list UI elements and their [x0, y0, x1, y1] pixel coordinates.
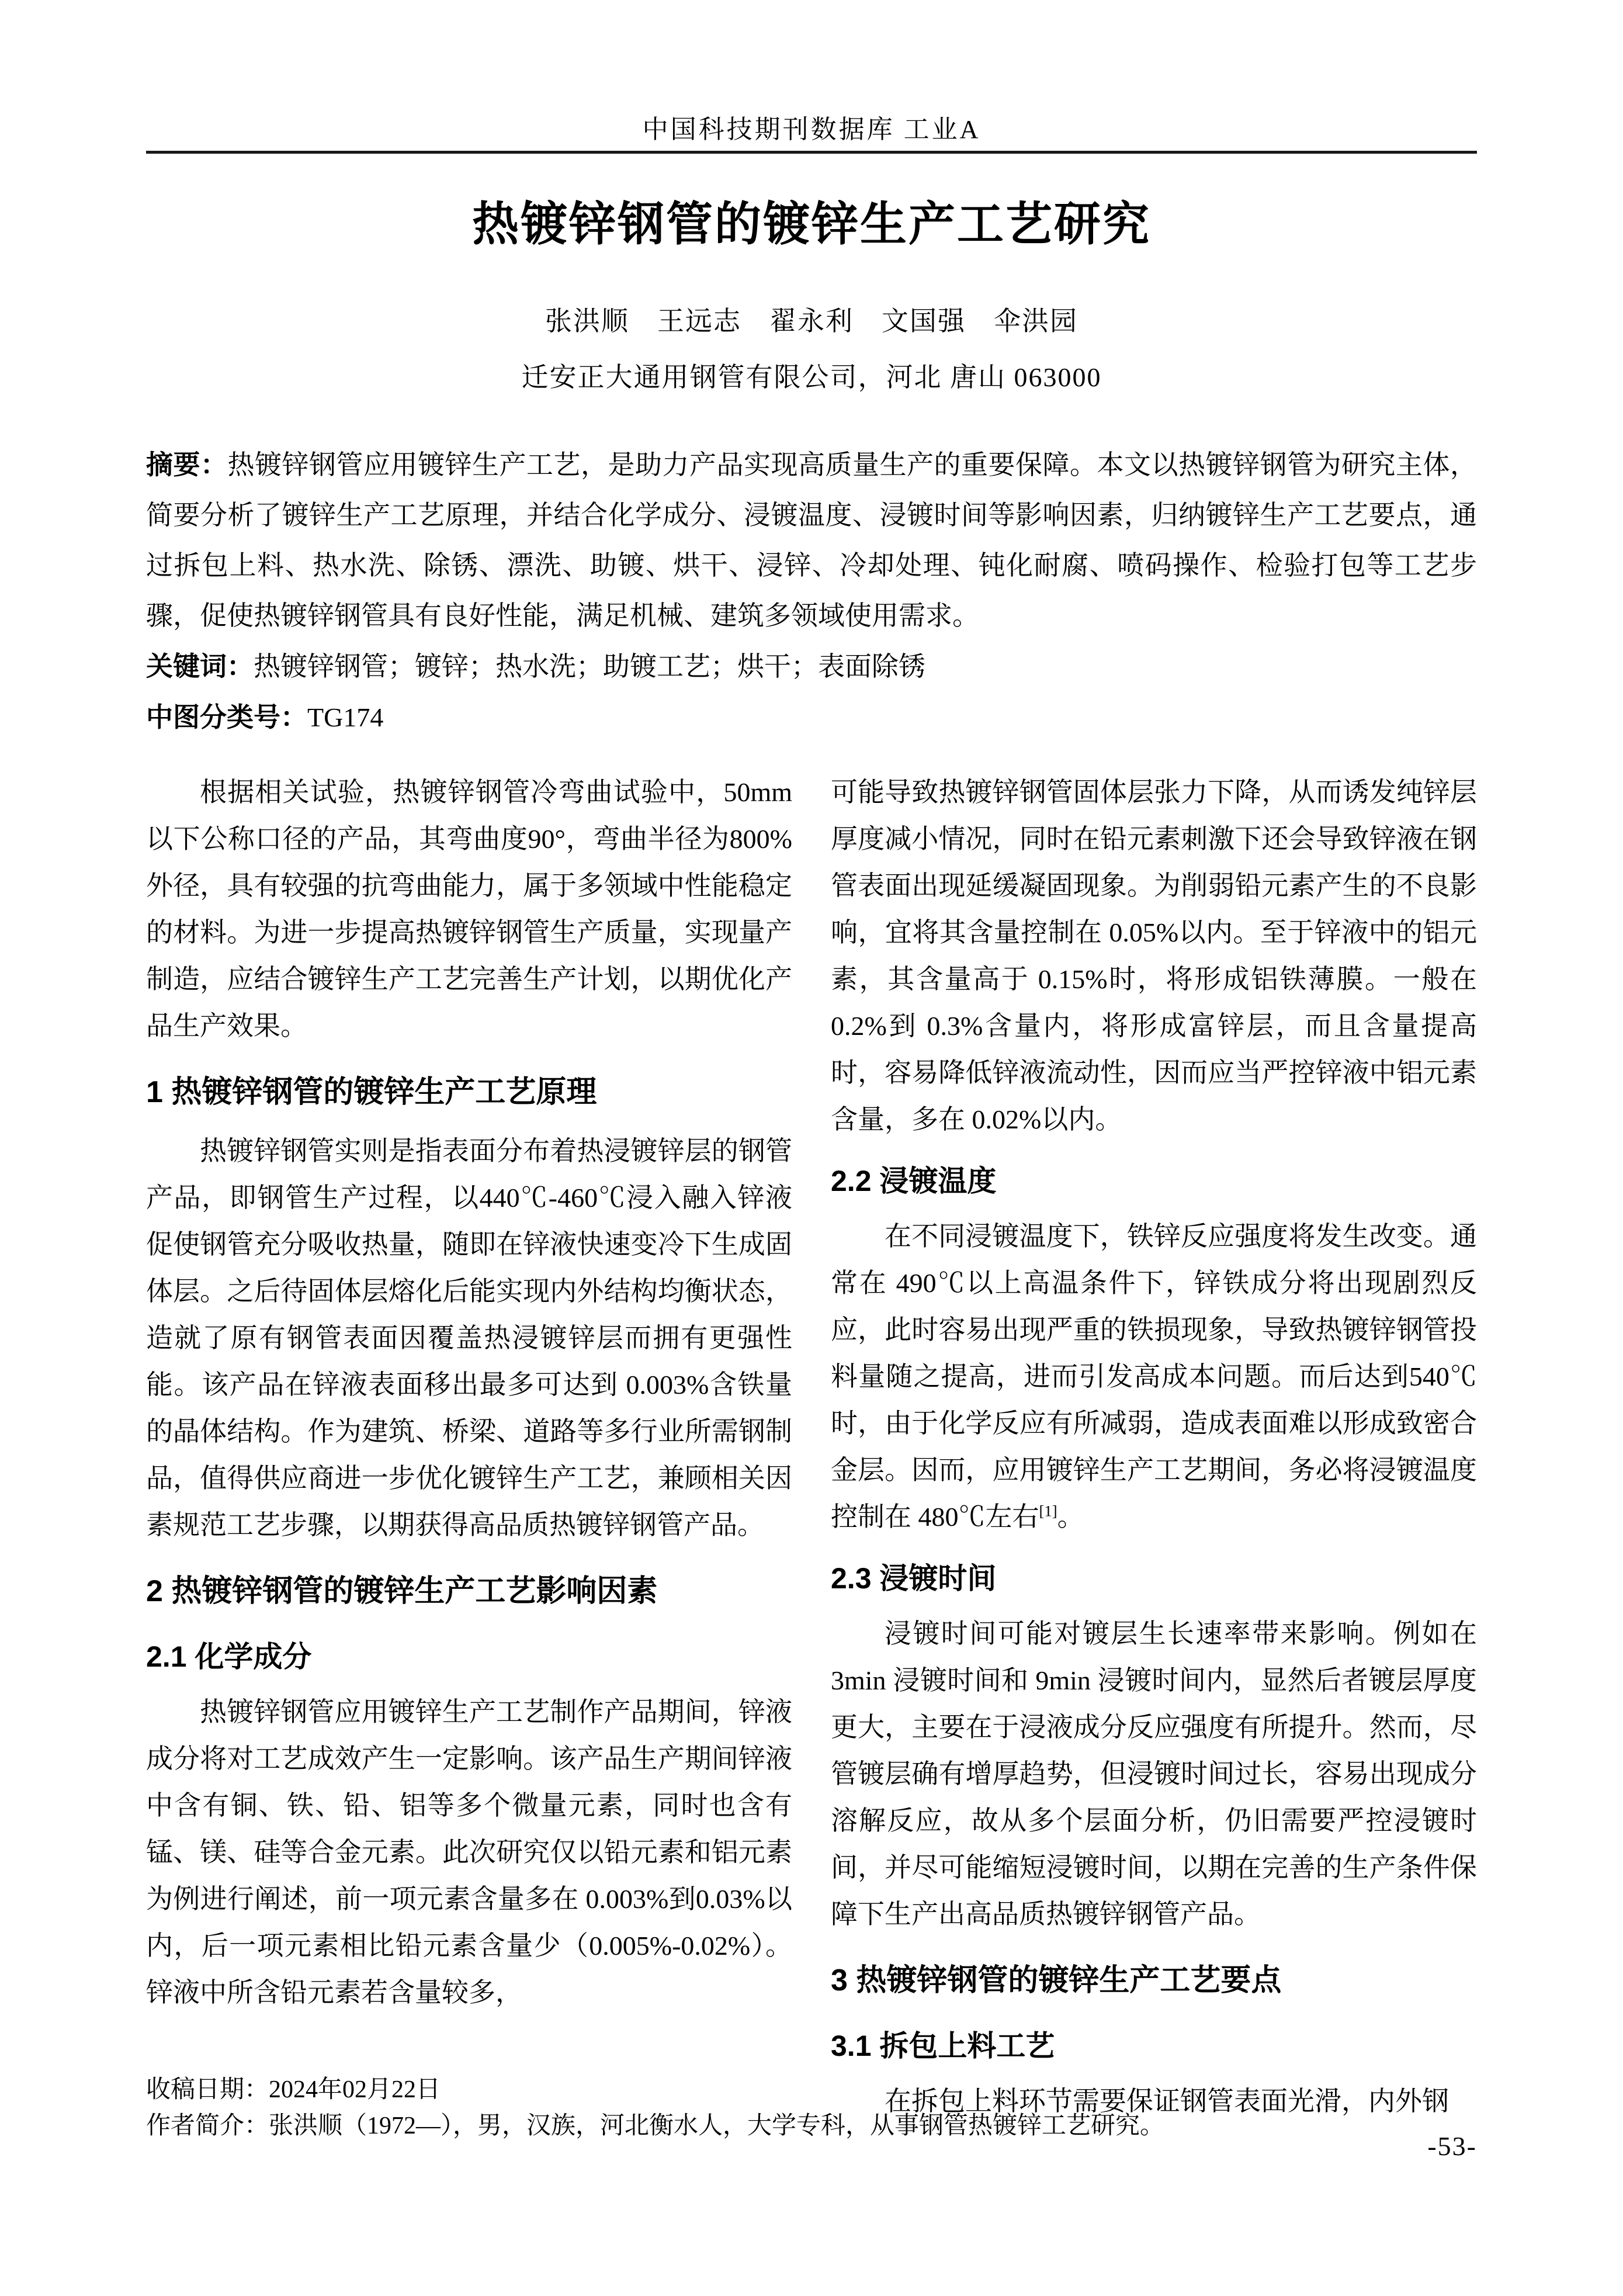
author-bio-line: 作者简介：张洪顺（1972—），男，汉族，河北衡水人，大学专科，从事钢管热镀锌工艺研究。 — [146, 2113, 1165, 2139]
received-date-line: 收稿日期：2024年02月22日 — [146, 2076, 441, 2103]
right-column — [831, 769, 1477, 2125]
classification-label: 中图分类号： — [146, 702, 307, 732]
section-2-1-paragraph: 热镀锌钢管应用镀锌生产工艺制作产品期间，锌液成分将对工艺成效产生一定影响。该产品生产期间锌液中含有铜、铁、铅、铝等多个微量元素，同时也含有锰、镁、硅等合金元素。此次研究仅以铅元素和铝元素为例进行阐述，前一项元素含量多在 0.003%到0.03%以内，后一项元素相比铅元素含量少（0.005%-0.02%）。锌液中所含铅元素若含量较多， — [146, 1697, 792, 2007]
authors-line: 张洪顺 王远志 翟永利 文国强 伞洪园 — [545, 306, 1078, 336]
section-heading-3: 3 热镀锌钢管的镀锌生产工艺要点 — [831, 1963, 1282, 1997]
section-1-paragraph: 热镀锌钢管实则是指表面分布着热浸镀锌层的钢管产品，即钢管生产过程，以440℃-460℃浸入融入锌液促使钢管充分吸收热量，随即在锌液快速变冷下生成固体层。之后待固体层熔化后能实现内外结构均衡状态，造就了原有钢管表面因覆盖热浸镀锌层而拥有更强性能。该产品在锌液表面移出最多可达到 0.003%含铁量的晶体结构。作为建筑、桥梁、道路等多行业所需钢制品，值得供应商进一步优化镀锌生产工艺，兼顾相关因素规范工艺步骤，以期获得高品质热镀锌钢管产品。 — [146, 1136, 792, 1540]
journal-header: 中国科技期刊数据库 工业A — [642, 115, 981, 144]
classification-line — [146, 692, 1477, 743]
abstract-paragraph — [146, 439, 1477, 641]
reference-marker: [1] — [1039, 1502, 1057, 1520]
keywords-label: 关键词： — [146, 651, 254, 681]
header-rule — [146, 151, 1477, 154]
affiliation-line: 迁安正大通用钢管有限公司，河北 唐山 063000 — [521, 362, 1102, 392]
section-2-2-paragraph — [831, 1213, 1477, 1540]
left-column — [146, 769, 792, 2125]
section-2-3-paragraph: 浸镀时间可能对镀层生长速率带来影响。例如在3min 浸镀时间和 9min 浸镀时间内，显然后者镀层厚度更大，主要在于浸液成分反应强度有所提升。然而，尽管镀层确有增厚趋势，但浸镀时间过长，容易出现成分溶解反应，故从多个层面分析，仍旧需要严控浸镀时间，并尽可能缩短浸镀时间，以期在完善的生产条件保障下生产出高品质热镀锌钢管产品。 — [831, 1619, 1477, 1929]
section-2-2-text-end: 。 — [1057, 1502, 1084, 1532]
subsection-heading-3-1: 3.1 拆包上料工艺 — [831, 2030, 1055, 2062]
section-2-1-paragraph-continued: 可能导致热镀锌钢管固体层张力下降，从而诱发纯锌层厚度减小情况，同时在铅元素刺激下还会导致锌液在钢管表面出现延缓凝固现象。为削弱铅元素产生的不良影响，宜将其含量控制在 0.05%以内。至于锌液中的铝元素，其含量高于 0.15%时，将形成铝铁薄膜。一般在 0.2%到 0.3%含量内，将形成富锌层，而且含量提高时，容易降低锌液流动性，因而应当严控锌液中铝元素含量，多在 0.02%以内。 — [831, 777, 1477, 1134]
keywords-text: 热镀锌钢管；镀锌；热水洗；助镀工艺；烘干；表面除锈 — [254, 652, 925, 681]
section-heading-2: 2 热镀锌钢管的镀锌生产工艺影响因素 — [146, 1574, 658, 1608]
subsection-heading-2-2: 2.2 浸镀温度 — [831, 1165, 997, 1197]
subsection-heading-2-1: 2.1 化学成分 — [146, 1640, 312, 1673]
intro-paragraph: 根据相关试验，热镀锌钢管冷弯曲试验中，50mm以下公称口径的产品，其弯曲度90°，弯曲半径为800%外径，具有较强的抗弯曲能力，属于多领域中性能稳定的材料。为进一步提高热镀锌钢管生产质量，实现量产制造，应结合镀锌生产工艺完善生产计划，以期优化产品生产效果。 — [146, 777, 792, 1041]
section-2-2-text: 在不同浸镀温度下，铁锌反应强度将发生改变。通常在 490℃以上高温条件下，锌铁成分将出现剧烈反应，此时容易出现严重的铁损现象，导致热镀锌钢管投料量随之提高，进而引发高成本问题。而后达到540℃时，由于化学反应有所减弱，造成表面难以形成致密合金层。因而，应用镀锌生产工艺期间，务必将浸镀温度控制在 480℃左右 — [831, 1221, 1477, 1532]
subsection-heading-2-3: 2.3 浸镀时间 — [831, 1562, 997, 1595]
page-number: -53- — [1427, 2131, 1477, 2161]
two-column-body — [146, 769, 1477, 2125]
keywords-line — [146, 641, 1477, 692]
abstract-text: 热镀锌钢管应用镀锌生产工艺，是助力产品实现高质量生产的重要保障。本文以热镀锌钢管为研究主体，简要分析了镀锌生产工艺原理，并结合化学成分、浸镀温度、浸镀时间等影响因素，归纳镀锌生产工艺要点，通过拆包上料、热水洗、除锈、漂洗、助镀、烘干、浸锌、冷却处理、钝化耐腐、喷码操作、检验打包等工艺步骤，促使热镀锌钢管具有良好性能，满足机械、建筑多领域使用需求。 — [146, 450, 1477, 631]
meta-block — [146, 439, 1477, 743]
section-3-1-paragraph: 在拆包上料环节需要保证钢管表面光滑，内外钢 — [885, 2086, 1449, 2116]
footnote-block — [146, 2072, 1477, 2144]
abstract-label: 摘要： — [146, 449, 228, 480]
classification-value: TG174 — [307, 702, 384, 732]
paper-title: 热镀锌钢管的镀锌生产工艺研究 — [472, 198, 1151, 250]
section-heading-1: 1 热镀锌钢管的镀锌生产工艺原理 — [146, 1075, 597, 1109]
